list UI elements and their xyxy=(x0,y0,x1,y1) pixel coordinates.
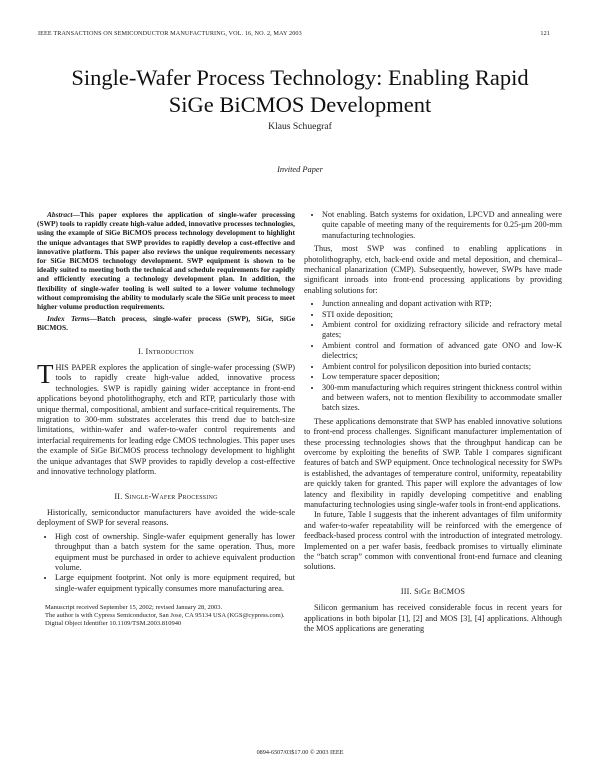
footnotes xyxy=(37,604,295,628)
list-item: • Ambient control for oxidizing refractory silicide and refractory metal gates; xyxy=(322,320,562,341)
paragraph: Silicon germanium has received considerable focus in recent years for applications in both bipolar [1], [2] and MOS [3], [4] applications. Although the MOS applications are generating xyxy=(304,603,562,634)
title-line-2: SiGe BiCMOS Development xyxy=(168,92,432,117)
continued-reasons-list xyxy=(304,210,562,241)
section-heading-introduction: I. Introduction xyxy=(138,346,194,356)
index-terms-text: Batch process, single-wafer process (SWP), SiGe, SiGe BiCMOS. xyxy=(37,314,295,333)
list-item: • STI oxide deposition; xyxy=(322,310,562,320)
abstract-text: This paper explores the application of single-wafer processing (SWP) tools to rapidly create high-value added, innovative processes technologies, using the example of SiGe BiCMOS process technology development to highlight the unique advantages that SWP provides to rapidly develop a cost-effective and innovative platform. This paper also reviews the unique requirements necessary for SiGe BiCMOS technology development. SWP equipment is shown to be ideally suited to meeting both the technical and schedule requirements for rapidly and efficiently executing a technology development plan. In addition, the flexibility of single-wafer tooling is well suited to a lower volume technology without compromising the ability to modularly scale the SiGe unit process to meet higher volume production requirements. xyxy=(37,210,295,312)
page-number: 121 xyxy=(540,30,550,37)
paragraph: In future, Table I suggests that the inherent advantages of film uniformity and wafer-to-wafer repeatability will be reinforced with the emergence of feedback-based process control with the introduction of integrated metrology. Implemented on a per wafer basis, feedback promises to virtually eliminate the “batch scrap” common with conventional front-end furnace and cleaning solutions. xyxy=(304,510,562,572)
intro-lead: HIS PAPER xyxy=(55,363,97,373)
introduction-paragraph xyxy=(37,359,295,477)
intro-text: explores the application of single-wafer processing (SWP) tools to rapidly create high-value added, innovative process technologies. SWP is rapidly gaining wider acceptance in front-end applications beyond photolithography, etch and RTP, particularly those with unique thermal, compositional, ambient and surface-critical requirements. The migration to 300-mm substrates accelerates this trend due to batch-size limitations, within-wafer and wafer-to-wafer control requirements and interfacial requirements for leading edge CMOS technologies. This paper uses the example of SiGe BiCMOS process technology development to highlight the unique advantages that SWP provides to rapidly develop a cost-effective and innovative technology platform. xyxy=(37,363,295,477)
copyright-footer: 0894-6507/03$17.00 © 2003 IEEE xyxy=(256,749,344,756)
section2-intro: Historically, semiconductor manufacturers have avoided the wide-scale deployment of SWP for several reasons. xyxy=(37,507,295,528)
section-heading-single-wafer: II. Single-Wafer Processing xyxy=(114,491,218,501)
section-heading-sige-bicmos: III. SiGe BiCMOS xyxy=(400,586,466,596)
title-line-1: Single-Wafer Process Technology: Enabling Rapid xyxy=(71,65,529,90)
list-item: • 300-mm manufacturing which requires stringent thickness control within and between wafers, not to mention flexibility to accommodate smaller batch sizes. xyxy=(322,383,562,414)
applications-list xyxy=(304,299,562,413)
right-column xyxy=(304,210,562,634)
paragraph: These applications demonstrate that SWP has enabled innovative solutions to front-end process challenges. Significant manufacturer implementation of these processing technologies shows that the throughput handicap can be overcome by exploiting the benefits of SWP. Table I compares significant features of batch and SWP equipment. Once technological necessity for SWPs is established, the advantages of temperature control, uniformity, repeatability are quickly taken for granted. This paper will explore the advantages of low latency and flexibility in rapidly developing competitive and enabling manufacturing technologies using single-wafer tools in front-end applications. xyxy=(304,416,562,509)
author-name: Klaus Schuegraf xyxy=(268,121,332,132)
index-terms-label: Index Terms— xyxy=(47,314,97,324)
reasons-list xyxy=(37,532,295,594)
list-item: • Ambient control and formation of advanced gate ONO and low-K dielectrics; xyxy=(322,341,562,362)
list-item: • Not enabling. Batch systems for oxidation, LPCVD and annealing were quite capable of meeting many of the requirements for 0.25-µm 200-mm manufacturing technologies. xyxy=(322,210,562,241)
list-item: • Large equipment footprint. Not only is more equipment required, but single-wafer equipment typically consumes more manufacturing area. xyxy=(55,573,295,594)
list-item: • Junction annealing and dopant activation with RTP; xyxy=(322,299,562,309)
footnote: Digital Object Identifier 10.1109/TSM.2003.810940 xyxy=(45,620,182,628)
list-item: • Ambient control for polysilicon deposition into buried contacts; xyxy=(322,362,562,372)
journal-name: IEEE TRANSACTIONS ON SEMICONDUCTOR MANUFACTURING, VOL. 16, NO. 2, MAY 2003 xyxy=(38,30,302,37)
abstract xyxy=(37,210,295,311)
footnote: Manuscript received September 15, 2002; revised January 28, 2003. xyxy=(45,604,223,612)
index-terms xyxy=(37,314,295,332)
paper-title xyxy=(0,64,600,118)
list-item: • High cost of ownership. Single-wafer equipment generally has lower throughput than a batch system for the same operation. Thus, more equipment must be purchased in order to achieve equivalent production volume. xyxy=(55,532,295,574)
list-item: • Low temperature spacer deposition; xyxy=(322,372,562,382)
paragraph: Thus, most SWP was confined to enabling applications in photolithography, etch, back-end oxide and metal deposition, and chemical–mechanical planarization (CMP). Subsequently, however, SWPs have made significant inroads into front-end processing applications by providing enabling solutions for: xyxy=(304,244,562,295)
footnote: The author is with Cypress Semiconductor, San Jose, CA 95134 USA (KGS@cypress.com). xyxy=(45,612,285,620)
drop-cap: T xyxy=(37,359,54,390)
paper-type: Invited Paper xyxy=(277,165,323,174)
abstract-label: Abstract— xyxy=(47,210,80,219)
running-header xyxy=(38,30,550,37)
left-column xyxy=(37,210,295,628)
